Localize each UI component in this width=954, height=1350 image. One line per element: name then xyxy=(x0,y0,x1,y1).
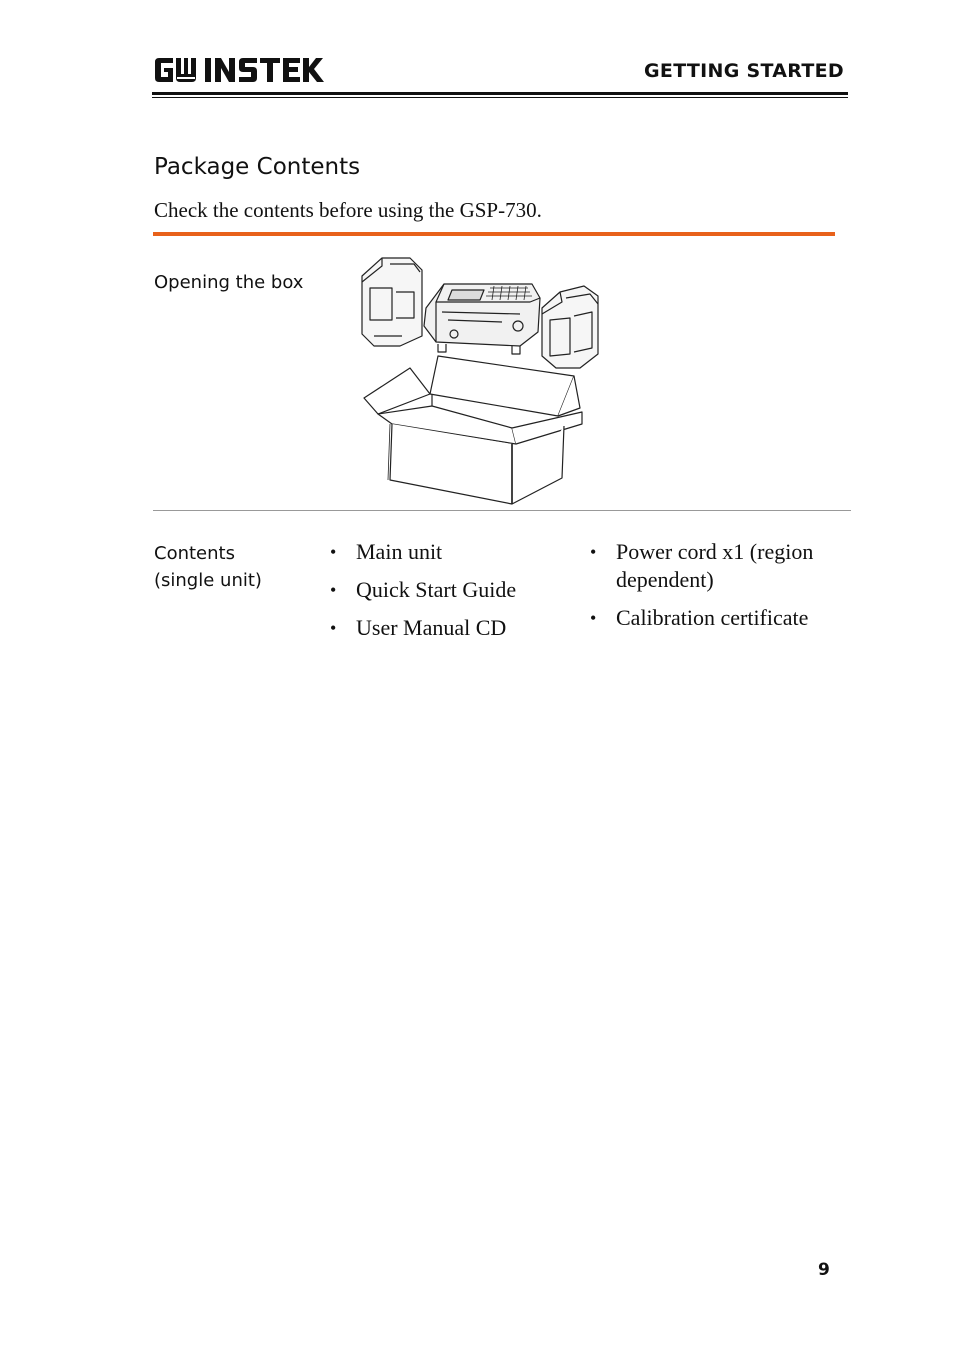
opening-box-illustration xyxy=(352,248,612,510)
list-item-text: Power cord x1 (region dependent) xyxy=(616,539,814,592)
list-item xyxy=(330,538,570,566)
contents-list-right xyxy=(590,538,860,642)
list-item xyxy=(590,604,860,632)
instrument-unit xyxy=(424,284,540,354)
list-item-text: Main unit xyxy=(356,539,443,564)
intro-text: Check the contents before using the GSP-730. xyxy=(154,198,542,222)
contents-label-line1: Contents xyxy=(154,543,235,564)
page-title: Package Contents xyxy=(154,154,361,180)
list-item xyxy=(330,576,570,604)
contents-label xyxy=(154,540,262,594)
bullet-icon: • xyxy=(330,542,337,562)
section-divider xyxy=(153,510,851,511)
right-foam-cushion xyxy=(542,286,598,368)
contents-label-line2: (single unit) xyxy=(154,570,262,591)
left-foam-cushion xyxy=(362,258,422,346)
bullet-icon: • xyxy=(590,608,597,628)
list-item xyxy=(590,538,860,594)
gw-instek-logo xyxy=(153,56,325,84)
section-header: GETTING STARTED xyxy=(644,60,844,82)
list-item xyxy=(330,614,570,642)
list-item-text: Quick Start Guide xyxy=(356,577,517,602)
header-rule-thick xyxy=(152,92,848,95)
opening-box-label: Opening the box xyxy=(154,272,304,293)
header-rule-thin xyxy=(152,97,848,98)
bullet-icon: • xyxy=(330,580,337,600)
page-number: 9 xyxy=(818,1260,830,1280)
contents-list-left xyxy=(330,538,570,652)
list-item-text: User Manual CD xyxy=(356,615,507,640)
list-item-text: Calibration certificate xyxy=(616,605,809,630)
shipping-carton xyxy=(364,356,582,504)
bullet-icon: • xyxy=(590,542,597,562)
accent-rule xyxy=(153,232,835,236)
bullet-icon: • xyxy=(330,618,337,638)
